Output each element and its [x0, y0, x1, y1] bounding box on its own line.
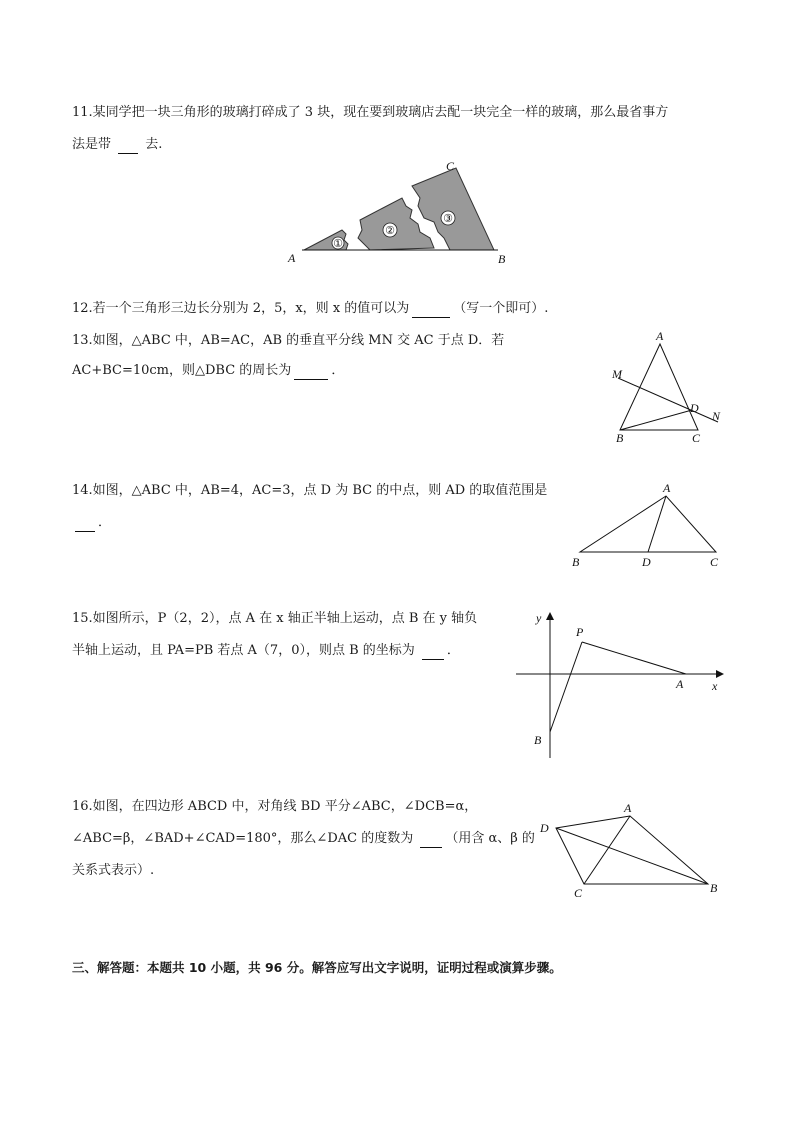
- q14-line2: [72, 514, 111, 532]
- vertex-a-label: A: [656, 329, 664, 343]
- q16-line2: [72, 830, 535, 848]
- x-axis-arrow-icon: [716, 670, 724, 678]
- piece-3-label: ③: [443, 213, 453, 225]
- q11-line2: [72, 136, 162, 154]
- vertex-b-label: B: [572, 555, 580, 569]
- q15-line1: 15.如图所示，P（2，2），点 A 在 x 轴正半轴上运动，点 B 在 y 轴负: [72, 611, 478, 626]
- q15-line2: [72, 642, 460, 660]
- triangle-abc: [620, 344, 698, 430]
- q14-answer-blank: [75, 518, 95, 532]
- q13-line1: 13.如图，△ABC 中，AB=AC，AB 的垂直平分线 MN 交 AC 于点 D．若: [72, 333, 505, 348]
- piece-1-label: ①: [333, 238, 343, 250]
- q11-line2-end: 去.: [141, 137, 163, 152]
- q13-line2: [72, 362, 344, 380]
- q11-answer-blank: [118, 140, 138, 154]
- q16-quadrilateral-figure: [536, 796, 732, 902]
- point-b-label: B: [534, 733, 542, 747]
- y-axis-label: y: [536, 611, 542, 625]
- q16-line2-start: ∠ABC=β，∠BAD+∠CAD=180°，那么∠DAC 的度数为: [72, 831, 418, 846]
- q11-broken-triangle-figure: [280, 156, 520, 268]
- vertex-a-label: A: [663, 481, 671, 495]
- x-axis-label: x: [712, 679, 718, 693]
- q14-line2-end: ．: [98, 515, 112, 530]
- q14-line1: 14.如图，△ABC 中，AB=4，AC=3，点 D 为 BC 的中点，则 AD 的取值范围是: [72, 483, 548, 498]
- point-n-label: N: [712, 409, 721, 423]
- q15-line2-end: ．: [446, 643, 460, 658]
- q11-line2-start: 法是带: [72, 137, 116, 152]
- q12-text-start: 12.若一个三角形三边长分别为 2，5，x，则 x 的值可以为: [72, 301, 410, 316]
- vertex-c-label: C: [692, 431, 701, 445]
- q13-answer-blank: [294, 366, 328, 380]
- triangle-abc: [580, 496, 716, 552]
- segment-pa: [582, 642, 686, 674]
- q13-line2-end: ．: [331, 363, 345, 378]
- section-3-heading: 三、解答题：本题共 10 小题，共 96 分。解答应写出文字说明，证明过程或演算步骤。: [72, 960, 562, 975]
- segment-pb: [550, 642, 582, 732]
- q12-text-end: （写一个即可）.: [453, 301, 549, 316]
- q12-line: [72, 300, 548, 318]
- q13-line2-start: AC+BC=10cm，则△DBC 的周长为: [72, 363, 292, 378]
- q14-triangle-figure: [566, 480, 730, 572]
- vertex-c-label: C: [710, 555, 719, 569]
- diagonal-bd: [556, 828, 708, 884]
- perpendicular-bisector-mn: [618, 378, 718, 422]
- point-p-label: P: [576, 625, 584, 639]
- segment-bd: [620, 410, 692, 430]
- vertex-a-label: A: [288, 251, 296, 265]
- q15-answer-blank: [422, 646, 444, 660]
- q12-answer-blank: [412, 304, 450, 318]
- q15-line2-start: 半轴上运动，且 PA=PB 若点 A（7，0），则点 B 的坐标为: [72, 643, 419, 658]
- y-axis-arrow-icon: [546, 612, 554, 620]
- q13-triangle-figure: [604, 326, 734, 448]
- vertex-a-label: A: [624, 801, 632, 815]
- q16-line3: 关系式表示）.: [72, 863, 155, 878]
- vertex-c-label: C: [446, 159, 455, 173]
- quadrilateral-abcd: [556, 816, 708, 884]
- point-a-label: A: [676, 677, 684, 691]
- piece-2-label: ②: [385, 225, 395, 237]
- point-m-label: M: [612, 367, 622, 381]
- q11-line1: 11.某同学把一块三角形的玻璃打碎成了 3 块，现在要到玻璃店去配一块完全一样的玻璃，那么最省事方: [72, 105, 669, 120]
- q16-answer-blank: [420, 834, 442, 848]
- vertex-b-label: B: [498, 252, 506, 266]
- vertex-b-label: B: [710, 881, 718, 895]
- q16-line2-end: （用含 α、β 的: [445, 831, 535, 846]
- median-ad: [648, 496, 666, 552]
- vertex-b-label: B: [616, 431, 624, 445]
- vertex-c-label: C: [574, 886, 583, 900]
- point-d-label: D: [690, 401, 699, 415]
- vertex-d-label: D: [540, 821, 549, 835]
- q15-coordinate-figure: [510, 606, 730, 766]
- point-d-label: D: [642, 555, 651, 569]
- diagonal-ac: [584, 816, 630, 884]
- q16-line1: 16.如图，在四边形 ABCD 中，对角线 BD 平分∠ABC，∠DCB=α，: [72, 799, 478, 814]
